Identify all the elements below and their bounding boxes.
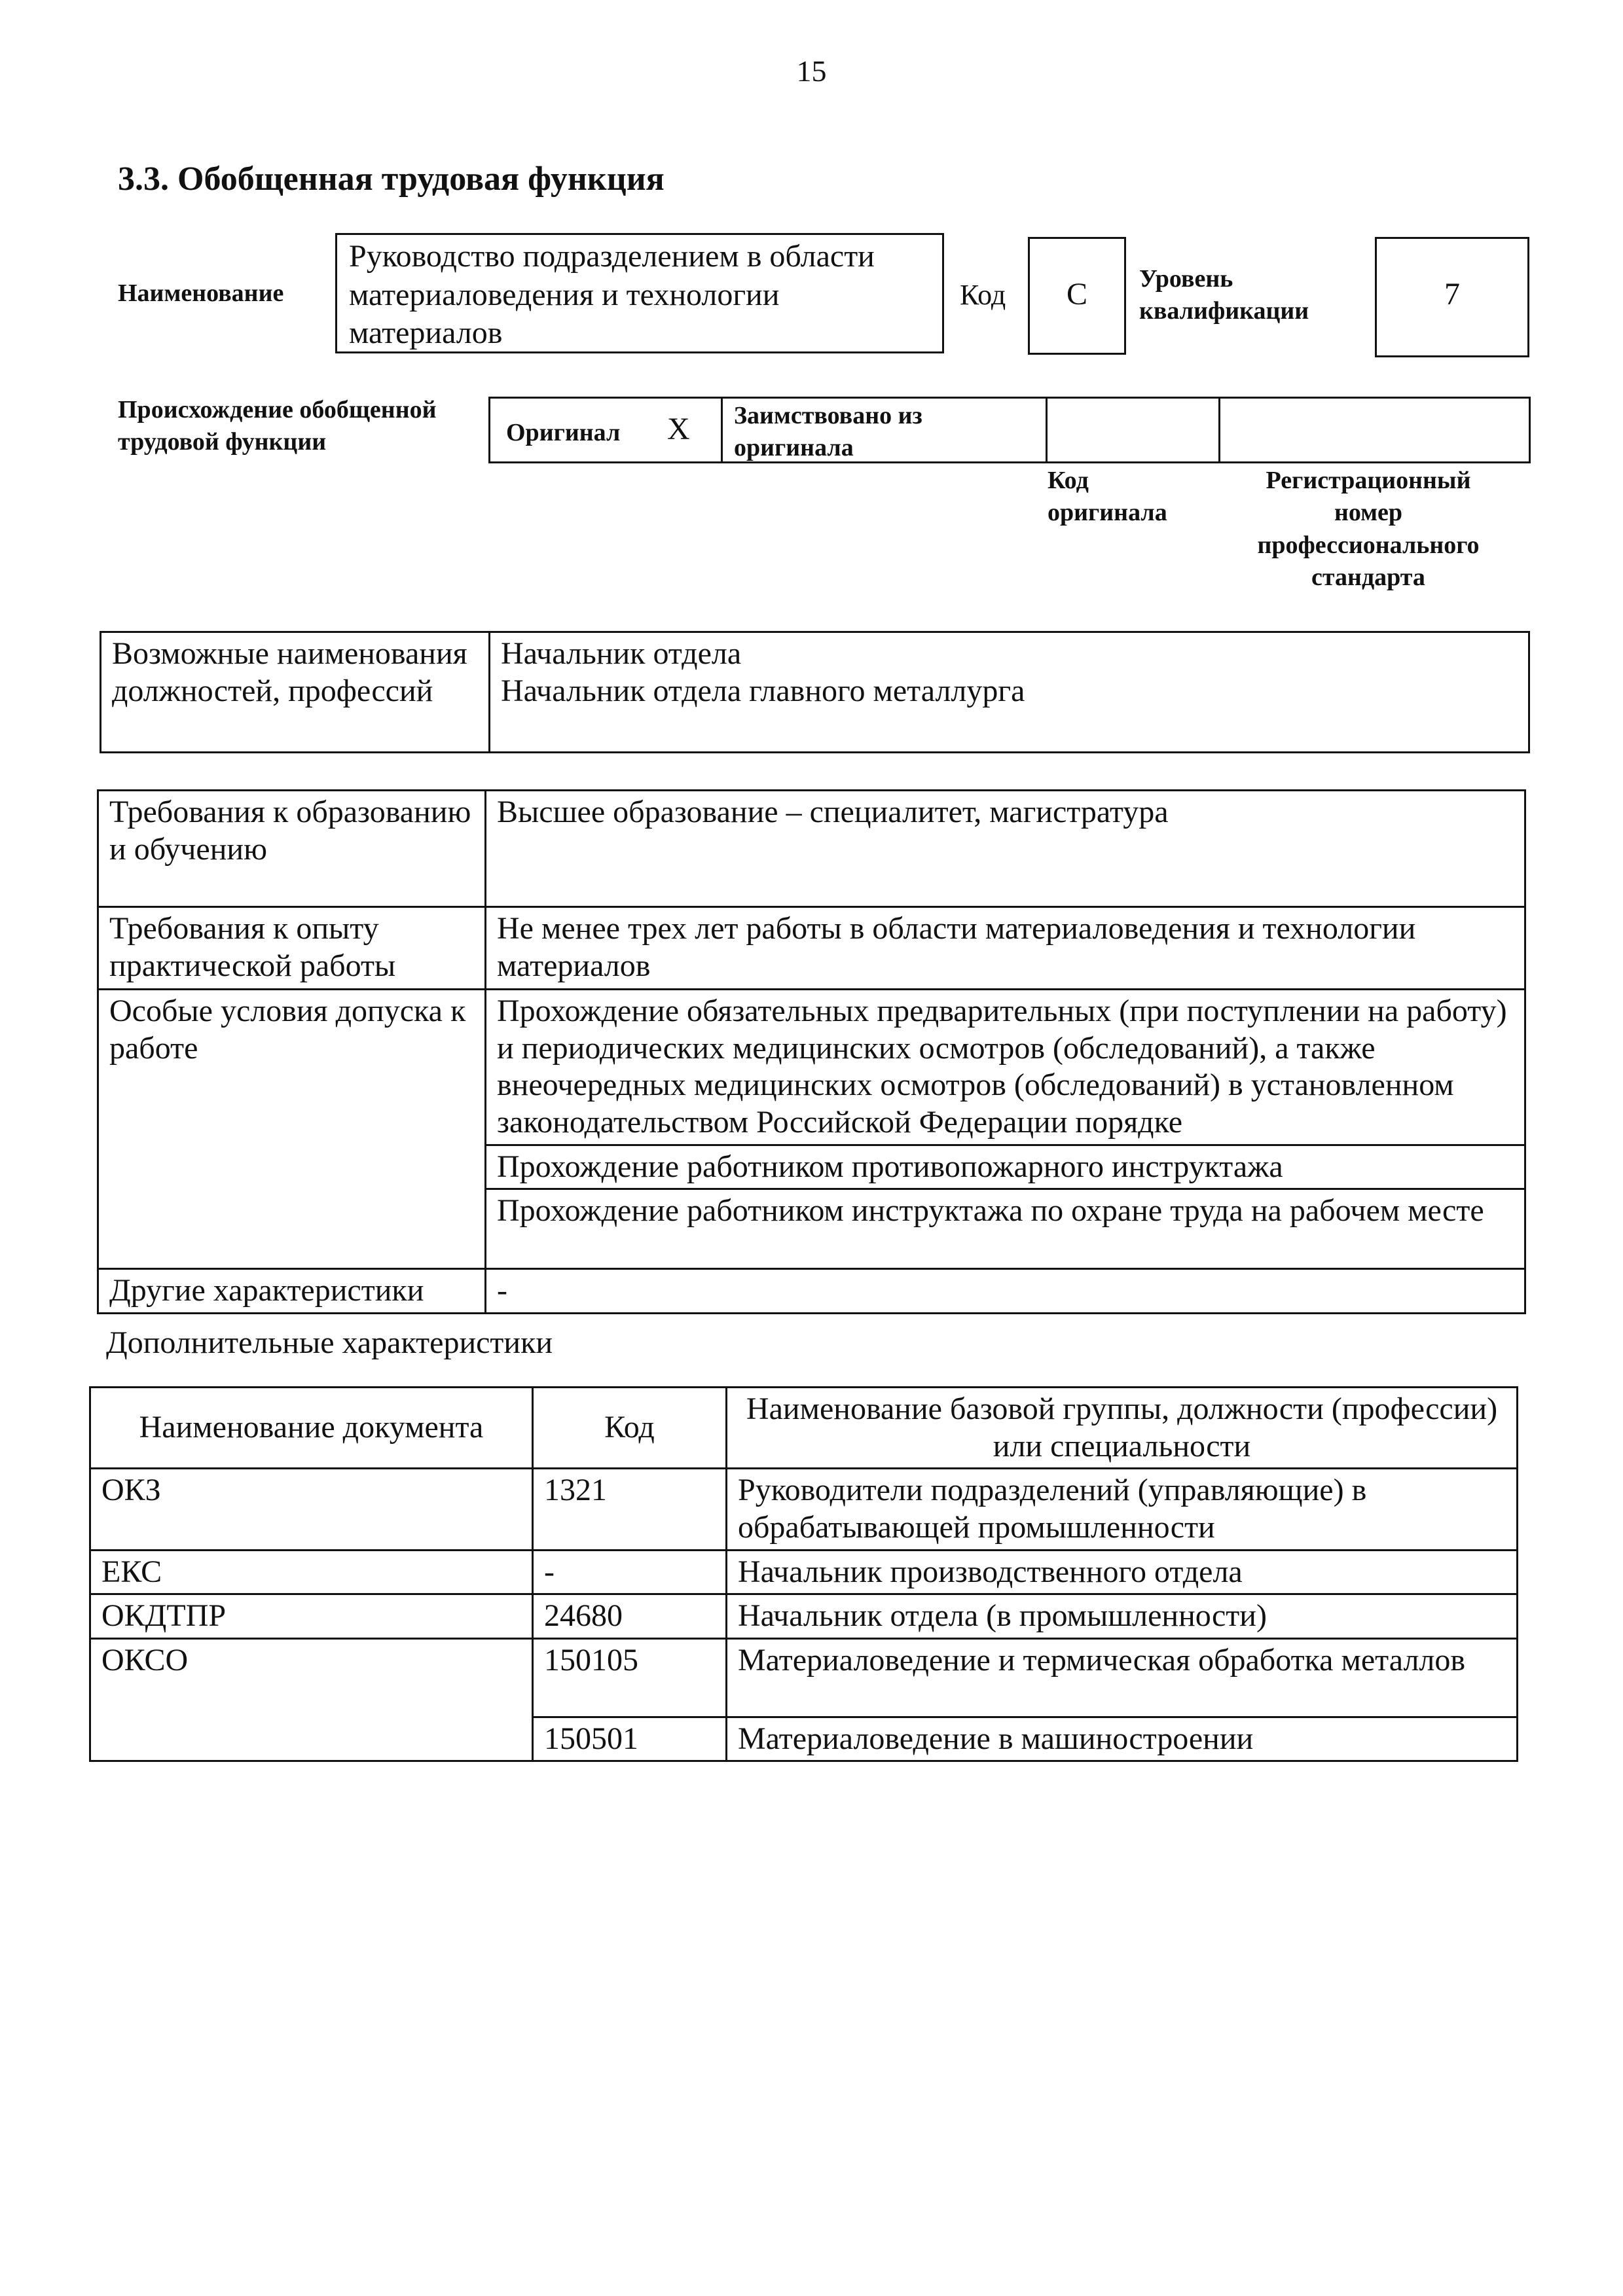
positions-values [490, 632, 1529, 753]
row-doc: ЕКС [90, 1550, 533, 1594]
header-name: Наименование базовой группы, должности (профессии) или специальности [727, 1388, 1518, 1469]
row-code: 150501 [533, 1717, 727, 1761]
level-value: 7 [1444, 277, 1460, 312]
row-doc: ОКДТПР [90, 1594, 533, 1639]
origin-divider-1 [721, 399, 723, 461]
other-value: - [486, 1269, 1525, 1314]
origin-box [488, 397, 1531, 463]
experience-label: Требования к опыту практической работы [98, 907, 486, 990]
row-name: Начальник отдела (в промышленности) [727, 1594, 1518, 1639]
positions-label: Возможные наименования должностей, профессий [101, 632, 490, 753]
special-label: Особые условия допуска к работе [98, 990, 486, 1269]
name-box [335, 233, 944, 353]
additional-table [89, 1386, 1518, 1762]
level-box [1375, 237, 1529, 357]
page-number: 15 [796, 54, 827, 88]
level-label: Уровень квалификации [1139, 265, 1309, 325]
row-code: - [533, 1550, 727, 1594]
section-title: 3.3. Обобщенная трудовая функция [118, 160, 665, 198]
row-code: 1321 [533, 1469, 727, 1550]
experience-value: Не менее трех лет работы в области материаловедения и технологии материалов [486, 907, 1525, 990]
header-doc: Наименование документа [90, 1388, 533, 1469]
special-value: Прохождение работником противопожарного инструктажа [486, 1145, 1525, 1189]
borrowed-label: Заимствовано из оригинала [734, 402, 922, 462]
origin-divider-2 [1046, 399, 1048, 461]
row-name: Материаловедение и термическая обработка металлов [727, 1638, 1518, 1717]
reg-number-caption: Регистрационный номер профессионального стандарта [1257, 467, 1480, 592]
row-code: 150105 [533, 1638, 727, 1717]
original-label: Оригинал [506, 419, 621, 446]
code-box [1028, 237, 1126, 355]
original-mark: X [667, 412, 690, 446]
additional-title: Дополнительные характеристики [106, 1325, 553, 1360]
position-item: Начальник отдела главного металлурга [501, 673, 1025, 708]
education-value: Высшее образование – специалитет, магистратура [486, 791, 1525, 907]
origin-label: Происхождение обобщенной трудовой функции [118, 396, 437, 456]
code-label: Код [960, 279, 1006, 311]
code-value: C [1066, 277, 1087, 312]
row-name: Материаловедение в машиностроении [727, 1717, 1518, 1761]
special-value: Прохождение работником инструктажа по охране труда на рабочем месте [486, 1189, 1525, 1269]
origin-divider-3 [1218, 399, 1220, 461]
header-code: Код [533, 1388, 727, 1469]
row-name: Начальник производственного отдела [727, 1550, 1518, 1594]
education-label: Требования к образованию и обучению [98, 791, 486, 907]
requirements-table [97, 789, 1526, 1314]
name-value: Руководство подразделением в области материаловедения и технологии материалов [349, 239, 875, 351]
row-doc: ОКЗ [90, 1469, 533, 1550]
row-name: Руководители подразделений (управляющие) в обрабатывающей промышленности [727, 1469, 1518, 1550]
row-doc: ОКСО [90, 1638, 533, 1761]
positions-table [100, 631, 1530, 753]
special-value: Прохождение обязательных предварительных (при поступлении на работу) и периодических медицинских осмотров (обследований), а также внеочередных медицинских осмотров (обследований) в установленном законодательством Российской Федерации порядке [486, 990, 1525, 1145]
other-label: Другие характеристики [98, 1269, 486, 1314]
row-code: 24680 [533, 1594, 727, 1639]
position-item: Начальник отдела [501, 636, 742, 671]
name-label: Наименование [118, 279, 284, 307]
code-original-caption: Код оригинала [1048, 467, 1167, 527]
